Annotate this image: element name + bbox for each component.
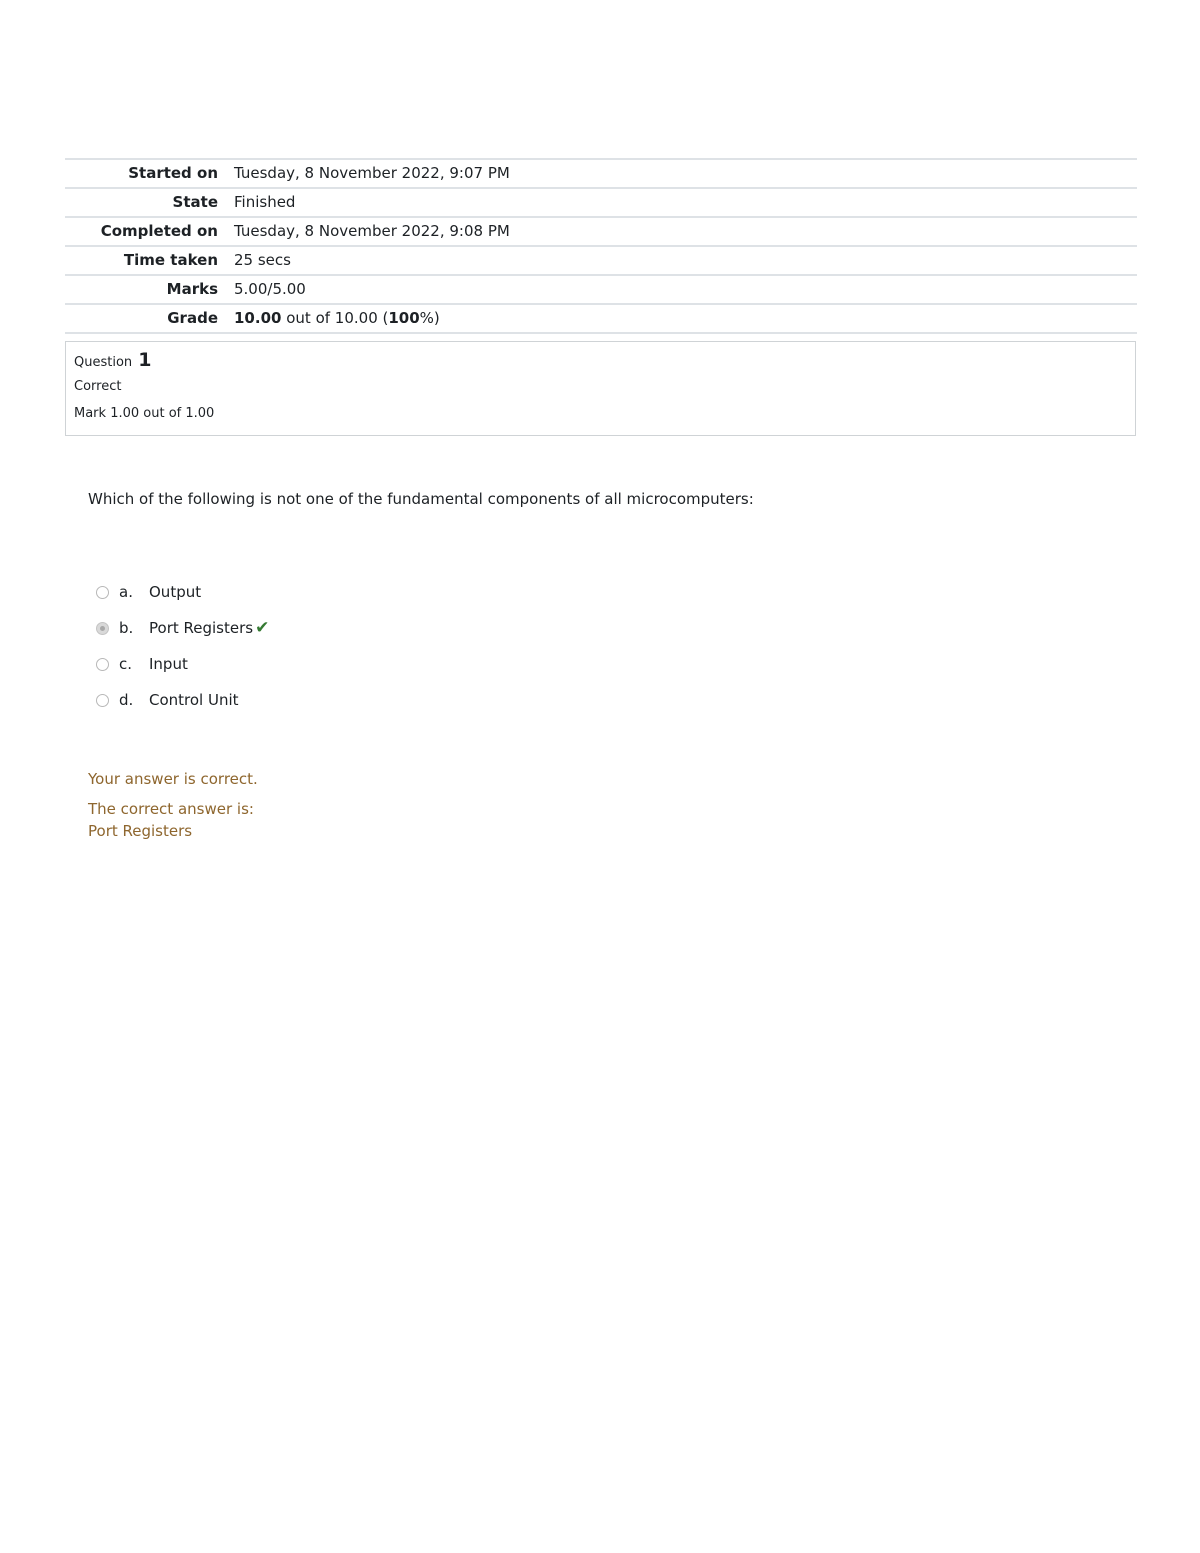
option-label: Port Registers (149, 619, 254, 637)
option-label: Control Unit (149, 691, 239, 709)
option-label: Output (149, 583, 202, 601)
question-number-value: 1 (138, 349, 152, 371)
summary-label: Marks (166, 280, 218, 298)
answer-feedback (88, 770, 258, 840)
check-icon: ✔ (255, 618, 270, 638)
summary-label: Completed on (100, 222, 218, 240)
option-letter: a. (119, 583, 133, 601)
summary-value: Tuesday, 8 November 2022, 9:08 PM (234, 222, 510, 240)
answer-option-b (96, 610, 269, 646)
grade-value (218, 304, 1137, 333)
summary-row-started (65, 159, 1137, 188)
summary-value: Tuesday, 8 November 2022, 9:07 PM (234, 164, 510, 182)
summary-value: 5.00/5.00 (234, 280, 306, 298)
question-text: Which of the following is not one of the fundamental components of all microcomputers: (88, 490, 754, 508)
option-letter: c. (119, 655, 133, 673)
summary-label: Started on (128, 164, 218, 182)
summary-row-grade (65, 304, 1137, 333)
summary-row-completed (65, 217, 1137, 246)
summary-label: Time taken (123, 251, 218, 269)
radio-button[interactable] (96, 658, 109, 671)
summary-row-state (65, 188, 1137, 217)
summary-value: Finished (234, 193, 296, 211)
answer-options (96, 574, 269, 718)
right-answer-label: The correct answer is: (88, 800, 254, 818)
grade-suffix: %) (419, 309, 440, 327)
grade-percent: 100 (388, 309, 420, 327)
question-prefix: Question (74, 355, 133, 370)
specific-feedback: Your answer is correct. (88, 770, 258, 788)
question-info-box (65, 341, 1136, 436)
option-letter: d. (119, 691, 134, 709)
radio-button-selected[interactable] (96, 622, 109, 635)
radio-button[interactable] (96, 694, 109, 707)
answer-option-d (96, 682, 269, 718)
radio-button[interactable] (96, 586, 109, 599)
grade-out-of: out of 10.00 ( (286, 309, 389, 327)
quiz-summary-table (65, 158, 1137, 334)
answer-option-c (96, 646, 269, 682)
option-label: Input (149, 655, 188, 673)
summary-row-marks (65, 275, 1137, 304)
question-number (74, 349, 1127, 371)
summary-label: Grade (167, 309, 218, 327)
summary-row-time-taken (65, 246, 1137, 275)
question-state: Correct (74, 379, 122, 394)
question-grade: Mark 1.00 out of 1.00 (74, 406, 215, 421)
answer-option-a (96, 574, 269, 610)
option-letter: b. (119, 619, 134, 637)
summary-value: 25 secs (234, 251, 291, 269)
summary-label: State (172, 193, 218, 211)
grade-score: 10.00 (234, 309, 282, 327)
right-answer-value: Port Registers (88, 822, 193, 840)
